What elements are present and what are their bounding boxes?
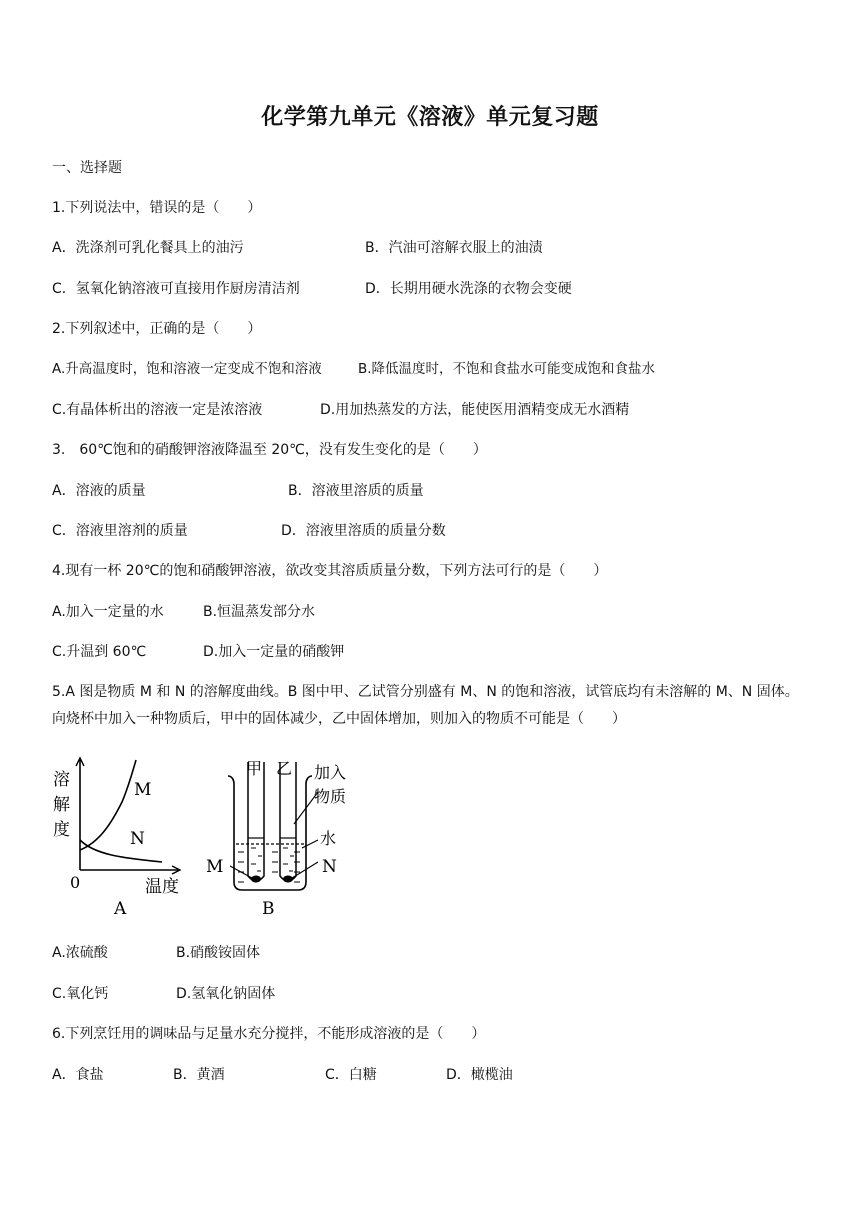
figure-b-label-yi: 乙 [276,759,293,778]
question-2-option-a: A.升高温度时，饱和溶液一定变成不饱和溶液 [52,361,322,377]
question-1-option-b: B．汽油可溶解衣服上的油渍 [365,240,543,256]
question-1-stem: 1.下列说法中，错误的是（ ） [52,200,262,216]
solubility-figure [50,752,370,924]
figure-b-solid-n [283,876,293,883]
question-3-option-a: A．溶液的质量 [52,483,146,499]
figure-b-tube-jia [248,762,264,881]
figure-b-label-add-2: 物质 [314,787,347,806]
question-4-option-c: C.升温到 60℃ [52,644,147,660]
question-3-option-d: D．溶液里溶质的质量分数 [281,523,446,539]
figure-b-label-water: 水 [320,829,337,848]
question-2-option-b: B.降低温度时，不饱和食盐水可能变成饱和食盐水 [358,361,656,377]
solubility-figure-svg [50,752,370,924]
question-5-option-c: C.氧化钙 [52,986,109,1002]
figure-b-tube-yi-liquid [283,848,294,871]
question-2-option-c: C.有晶体析出的溶液一定是浓溶液 [52,402,263,418]
question-2-stem: 2.下列叙述中，正确的是（ ） [52,321,262,337]
figure-a-y-label-3: 度 [53,820,70,840]
question-2-option-d: D.用加热蒸发的方法，能使医用酒精变成无水酒精 [320,402,630,418]
question-4-option-a: A.加入一定量的水 [52,604,164,620]
question-3-option-c: C．溶液里溶剂的质量 [52,523,188,539]
figure-a-x-label: 温度 [145,877,179,897]
figure-b-label-n: N [322,857,337,877]
question-6-option-a: A．食盐 [52,1067,104,1083]
figure-a-curve-m [80,760,136,850]
question-3-option-b: B．溶液里溶质的质量 [288,483,424,499]
question-5-option-a: A.浓硫酸 [52,945,108,961]
figure-a-origin: 0 [70,873,81,892]
question-4-option-d: D.加入一定量的硝酸钾 [203,644,345,660]
figure-a-y-label-2: 解 [53,795,70,815]
figure-b-tube-jia-liquid [251,848,262,871]
question-4-stem: 4.现有一杯 20℃的饱和硝酸钾溶液，欲改变其溶质质量分数，下列方法可行的是（ ） [52,563,608,579]
question-6-option-b: B．黄酒 [173,1067,225,1083]
figure-a-label-n: N [130,829,145,849]
question-5-stem: 5.A 图是物质 M 和 N 的溶解度曲线。B 图中甲、乙试管分别盛有 M、N 的饱和溶液，试管底均有未溶解的 M、N 固体。向烧杯中加入一种物质后，甲中的固体减少，乙中固体增加，则加入的物质不可能是（ ） [52,684,799,727]
question-3-stem: 3. 60℃饱和的硝酸钾溶液降温至 20℃，没有发生变化的是（ ） [52,442,487,458]
figure-b-water-leader [302,840,318,848]
page-title: 化学第九单元《溶液》单元复习题 [261,105,599,130]
figure-a-y-label-1: 溶 [53,770,70,790]
question-5-option-b: B.硝酸铵固体 [176,945,261,961]
figure-b-label-jia: 甲 [246,759,263,778]
figure-b-solid-m [251,876,261,883]
figure-a-caption: A [114,899,127,919]
figure-b-label-add-1: 加入 [314,763,347,782]
figure-b-caption: B [262,899,275,919]
question-6-stem: 6.下列烹饪用的调味品与足量水充分搅拌，不能形成溶液的是（ ） [52,1026,486,1042]
question-1-option-a: A．洗涤剂可乳化餐具上的油污 [52,240,244,256]
figure-a-label-m: M [134,780,152,800]
question-6-option-c: C．白糖 [325,1067,377,1083]
question-1-option-d: D．长期用硬水洗涤的衣物会变硬 [365,281,572,297]
figure-b-label-m: M [206,857,224,877]
figure-b-tube-yi [280,762,296,881]
section-heading: 一、选择题 [52,160,122,176]
question-5-option-d: D.氢氧化钠固体 [176,986,276,1002]
question-4-option-b: B.恒温蒸发部分水 [203,604,316,620]
question-1-option-c: C．氢氧化钠溶液可直接用作厨房清洁剂 [52,281,300,297]
question-6-option-d: D．橄榄油 [446,1067,513,1083]
